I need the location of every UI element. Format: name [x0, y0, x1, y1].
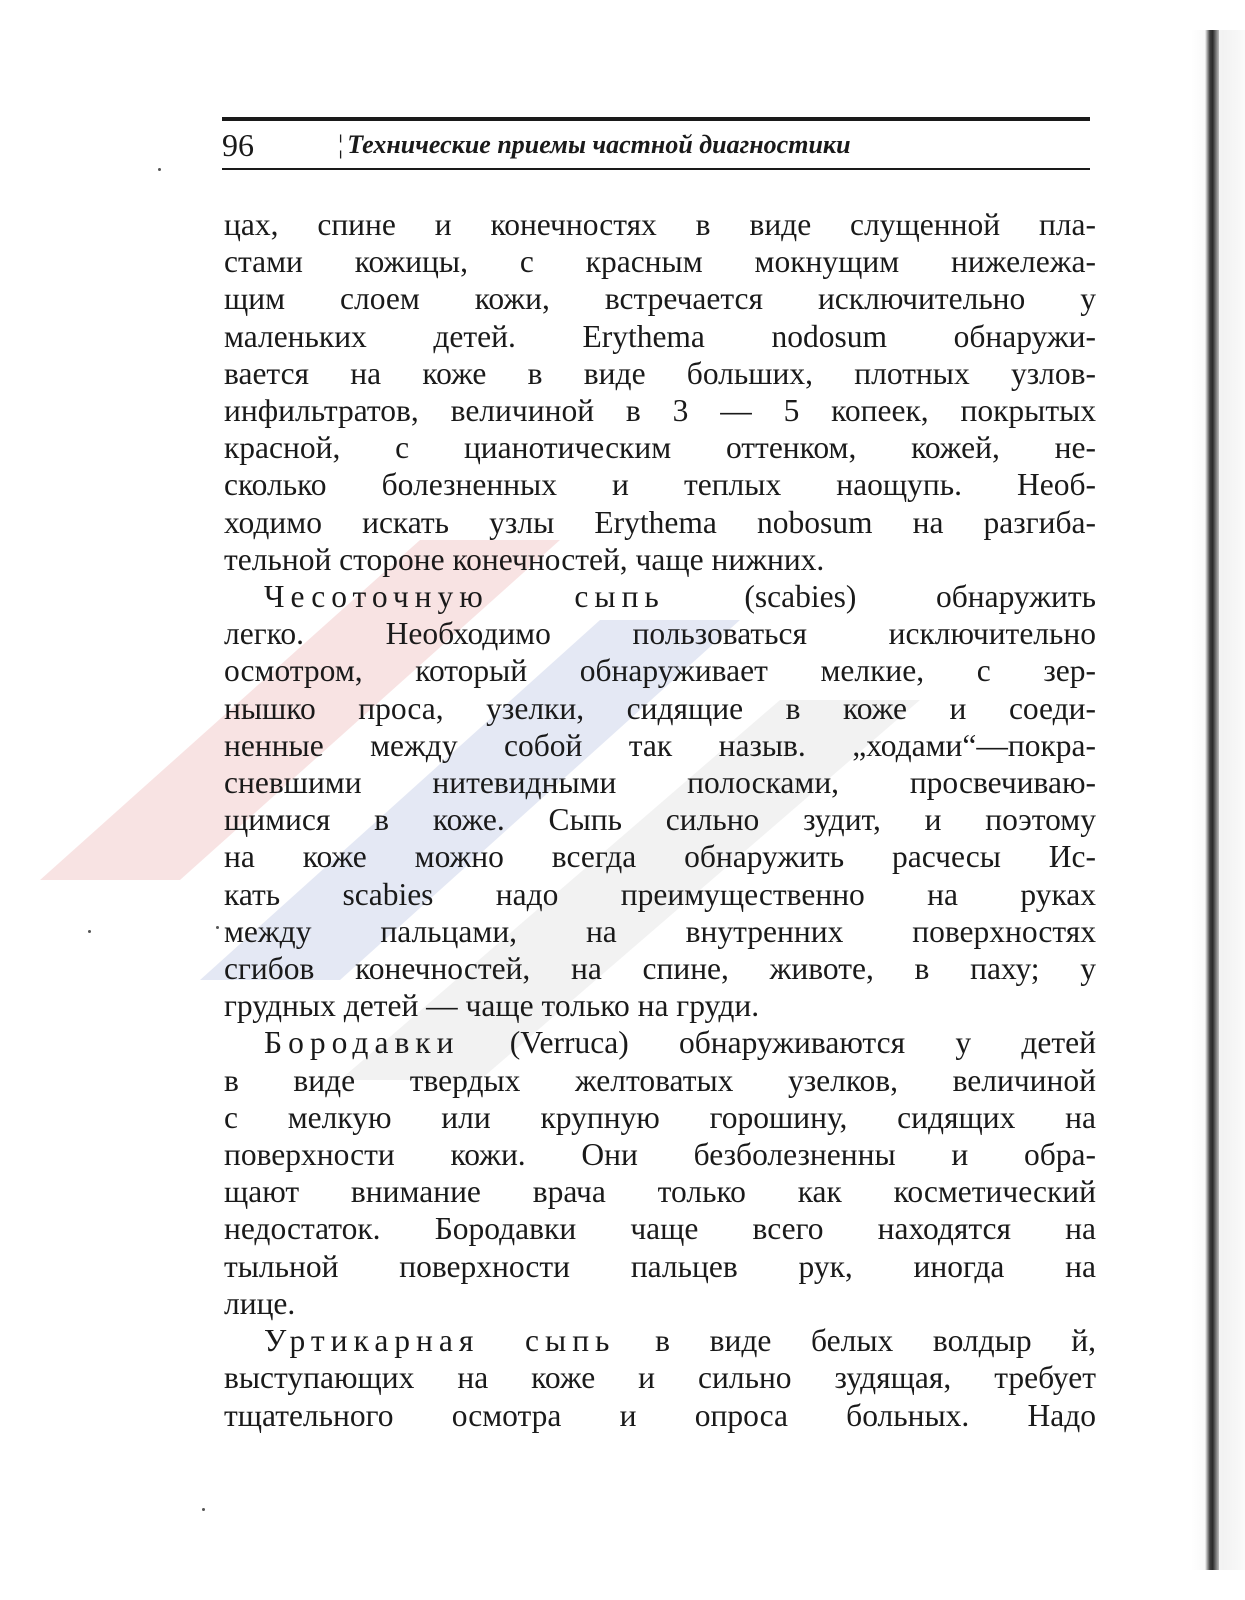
text-line: сгибов конечностей, на спине, животе, в паху; у — [224, 951, 1096, 987]
text-line: в виде твердых желтоватых узелков, величиной — [224, 1062, 1096, 1098]
running-title: ¦ Технические приемы частной диагностики — [338, 130, 851, 159]
header-rule-bottom — [222, 168, 1090, 170]
spaced-term: Бородавки — [264, 1025, 460, 1061]
text-line: маленьких детей. Erythema nodosum обнаружи- — [224, 318, 1096, 354]
text-line: щают внимание врача только как косметический — [224, 1174, 1096, 1210]
text-line: щимися в коже. Сыпь сильно зудит, и поэтому — [224, 802, 1096, 838]
text-line: Чесоточную сыпь (scabies) обнаружить — [264, 579, 1096, 615]
text-line: цах, спине и конечностях в виде слущенной пла- — [224, 207, 1096, 242]
paragraph-urticaria — [224, 1322, 1096, 1434]
text-line: инфильтратов, величиной в 3 — 5 копеек, покрытых — [224, 393, 1096, 429]
text-line: Бородавки (Verruca) обнаруживаются у детей — [264, 1025, 1096, 1061]
paragraph-scabies — [224, 578, 1096, 1024]
text-line: между пальцами, на внутренних поверхностях — [224, 913, 1096, 949]
paragraph-1 — [224, 206, 1096, 578]
print-speck — [88, 930, 91, 933]
spaced-term: Чесоточную сыпь — [264, 579, 665, 615]
print-speck — [158, 168, 161, 171]
print-speck — [216, 926, 219, 929]
text-line: лице. — [224, 1285, 296, 1321]
print-speck — [202, 1508, 205, 1511]
text-line: ходимо искать узлы Erythema nobosum на разгиба- — [224, 504, 1096, 540]
text-line: щим слоем кожи, встречается исключительно у — [224, 281, 1096, 317]
spaced-term: Уртикарная сыпь — [264, 1323, 616, 1359]
text-line: поверхности кожи. Они безболезненны и обра- — [224, 1137, 1096, 1173]
text-line: сневшими нитевидными полосками, просвечиваю- — [224, 765, 1096, 801]
text-line: легко. Необходимо пользоваться исключительно — [224, 616, 1096, 652]
header-rule-top — [222, 117, 1090, 121]
text-line: тельной стороне конечностей, чаще нижних. — [224, 541, 825, 577]
text-line: тыльной поверхности пальцев рук, иногда на — [224, 1248, 1096, 1284]
text-line: вается на коже в виде больших, плотных узлов- — [224, 355, 1096, 391]
paragraph-verruca — [224, 1024, 1096, 1322]
text-line: Уртикарная сыпь в виде белых волдыр й, — [264, 1323, 1096, 1359]
text-line: ненные между собой так назыв. „ходами“—покра- — [224, 727, 1096, 763]
text-line: выступающих на коже и сильно зудящая, требует — [224, 1360, 1096, 1396]
text-line: с мелкую или крупную горошину, сидящих на — [224, 1099, 1096, 1135]
text-line: тщательного осмотра и опроса больных. Надо — [224, 1397, 1096, 1433]
binding-edge — [1205, 30, 1219, 1570]
page-number: 96 — [222, 127, 254, 163]
text-line: сколько болезненных и теплых наощупь. Необ- — [224, 467, 1096, 503]
running-title-text: Технические приемы частной диагностики — [347, 130, 851, 159]
text-line: грудных детей — чаще только на груди. — [224, 988, 760, 1024]
text-line: недостаток. Бородавки чаще всего находятся на — [224, 1211, 1096, 1247]
body-text — [224, 206, 1096, 1434]
text-line: нышко проса, узелки, сидящие в коже и соеди- — [224, 690, 1096, 726]
text-line: кать scabies надо преимущественно на руках — [224, 876, 1096, 912]
text-line: красной, с цианотическим оттенком, кожей, не- — [224, 430, 1096, 466]
text-line: стами кожицы, с красным мокнущим нижележа- — [224, 244, 1096, 280]
text-line: осмотром, который обнаруживает мелкие, с зер- — [224, 653, 1096, 689]
text-line: на коже можно всегда обнаружить расчесы Ис- — [224, 839, 1096, 875]
